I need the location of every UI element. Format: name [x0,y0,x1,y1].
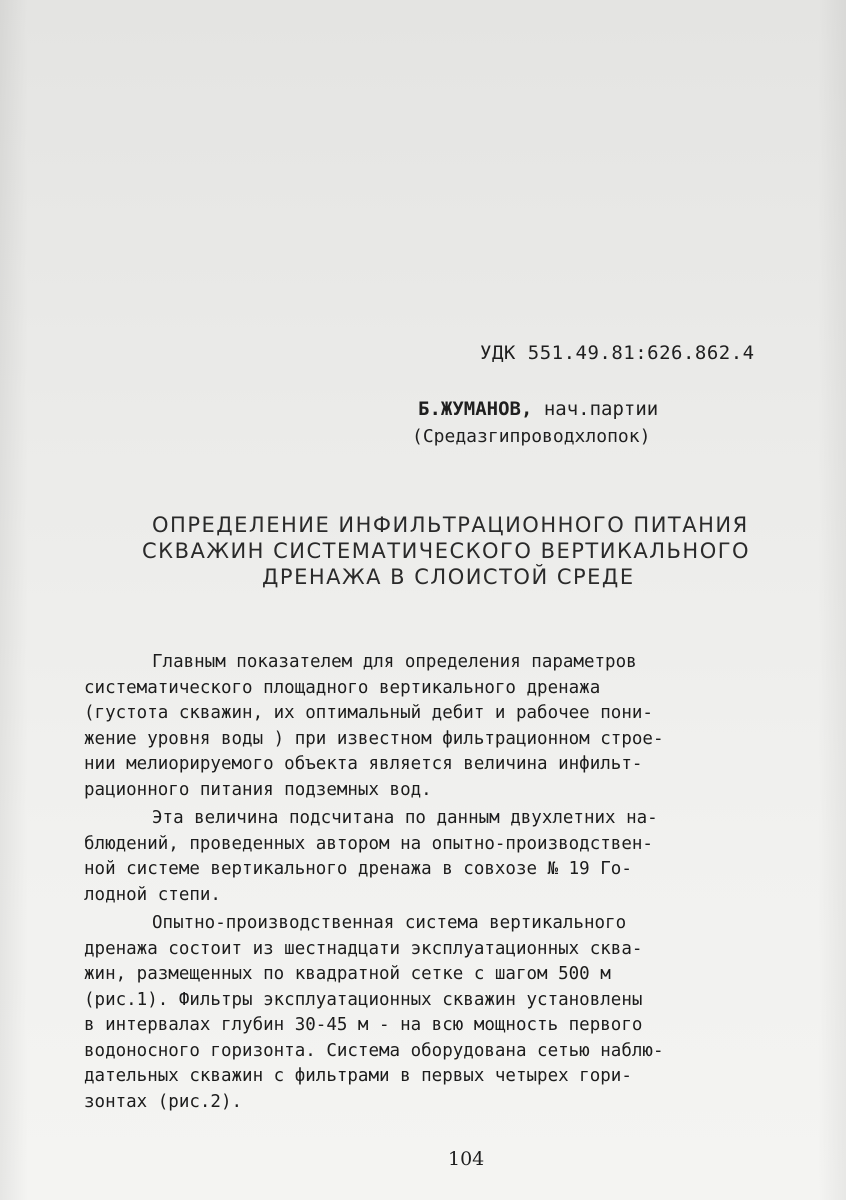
title-line: СКВАЖИН СИСТЕМАТИЧЕСКОГО ВЕРТИКАЛЬНОГО [142,539,751,563]
text-line: (густота скважин, их оптимальный дебит и рабочее пони- [84,703,653,723]
text-line: в интервалах глубин 30-45 м - на всю мощность первого [84,1015,643,1035]
text-line: дательных скважин с фильтрами в первых четырех гори- [84,1066,632,1086]
text-line: дренажа состоит из шестнадцати эксплуатационных сква- [84,938,643,959]
author-position: нач.партии [543,398,659,420]
text-line: ной системе вертикального дренажа в совхозе № 19 Го- [84,859,632,879]
text-line: блюдений, проведенных автором на опытно-производствен- [84,833,653,854]
text-line: рационного питания подземных вод. [84,779,432,800]
udc-code: УДК 551.49.81:626.862.4 [480,342,755,364]
text-line: Опытно-производственная система вертикального [152,913,627,933]
text-line: лодной степи. [84,884,221,905]
author-affiliation: (Средазгипроводхлопок) [412,426,651,447]
author-line [418,398,658,420]
article-body [84,650,814,1115]
text-line: Главным показателем для определения параметров [152,652,637,672]
text-line: нии мелиорируемого объекта является величина инфильт- [84,754,643,774]
page-number: 104 [448,1148,485,1170]
page-left-shadow [0,0,28,1200]
text-line: жин, размещенных по квадратной сетке с шагом 500 м [84,964,611,984]
paragraph-1 [84,650,814,803]
text-line: Эта величина подсчитана по данным двухлетних на- [152,808,658,828]
text-line: систематического площадного вертикального дренажа [84,677,601,698]
text-line: водоносного горизонта. Система оборудована сетью наблю- [84,1040,664,1061]
author-name: Б.ЖУМАНОВ, [418,398,533,420]
paragraph-2 [84,806,814,908]
article-title [140,512,830,590]
text-line: зонтах (рис.2). [84,1091,243,1112]
text-line: (рис.1). Фильтры эксплуатационных скважин установлены [84,989,643,1010]
paragraph-3 [84,911,814,1115]
page-right-shadow [818,0,846,1200]
title-line: ОПРЕДЕЛЕНИЕ ИНФИЛЬТРАЦИОННОГО ПИТАНИЯ [152,513,749,537]
title-line: ДРЕНАЖА В СЛОИСТОЙ СРЕДЕ [262,565,635,589]
text-line: жение уровня воды ) при известном фильтрационном строе- [84,728,664,749]
